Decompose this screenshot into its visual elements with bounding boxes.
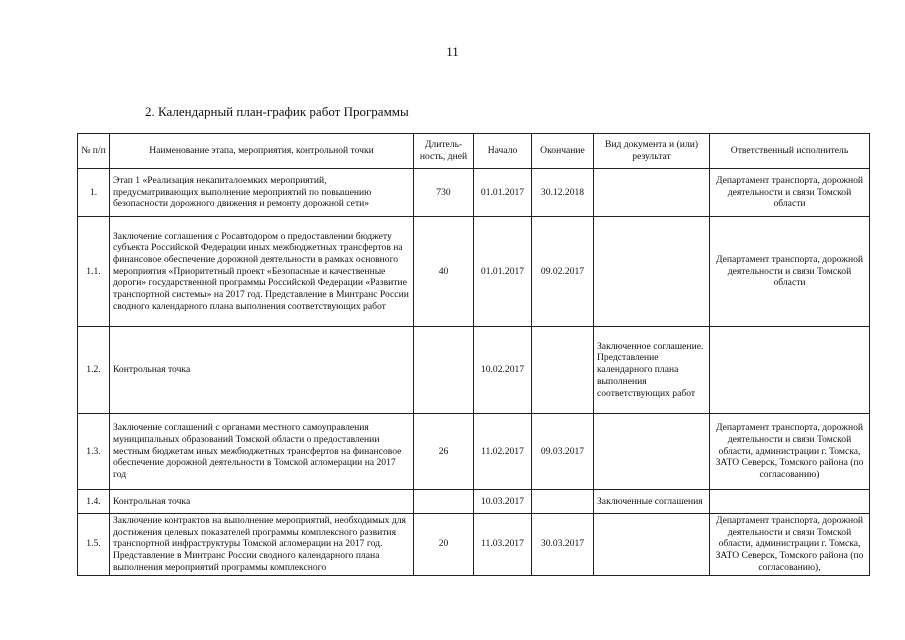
row-start: 10.03.2017 — [474, 490, 532, 514]
row-doc: Заключенные соглашения — [594, 490, 710, 514]
row-num: 1. — [78, 169, 110, 217]
row-name: Заключение соглашений с органами местного самоуправления муниципальных образований Томской области о предоставлении местным бюджетам иных межбюджетных трансфертов на финансовое обеспечение дорожной деятельности в Томской агломерации на 2017 год — [110, 414, 414, 490]
row-doc — [594, 169, 710, 217]
table-row — [78, 414, 870, 490]
row-name: Этап 1 «Реализация некапиталоемких мероприятий, предусматривающих выполнение мероприятий по повышению безопасности дорожного движения и ремонту дорожной сети» — [110, 169, 414, 217]
table-row — [78, 514, 870, 576]
row-end: 09.02.2017 — [532, 217, 594, 327]
row-start: 11.02.2017 — [474, 414, 532, 490]
row-start: 10.02.2017 — [474, 327, 532, 414]
header-num: № п/п — [78, 134, 110, 169]
row-num: 1.3. — [78, 414, 110, 490]
row-duration — [414, 490, 474, 514]
row-doc — [594, 414, 710, 490]
row-num: 1.1. — [78, 217, 110, 327]
table-header-row — [78, 134, 870, 169]
row-start: 11.03.2017 — [474, 514, 532, 576]
row-name: Контрольная точка — [110, 490, 414, 514]
schedule-table — [77, 133, 870, 576]
header-start: Начало — [474, 134, 532, 169]
page-number: 11 — [446, 44, 459, 59]
header-responsible: Ответственный исполнитель — [710, 134, 870, 169]
row-name: Контрольная точка — [110, 327, 414, 414]
header-duration: Длитель-ность, дней — [414, 134, 474, 169]
table-row — [78, 169, 870, 217]
table-row — [78, 217, 870, 327]
row-doc — [594, 514, 710, 576]
row-num: 1.5. — [78, 514, 110, 576]
row-end: 30.12.2018 — [532, 169, 594, 217]
row-start: 01.01.2017 — [474, 217, 532, 327]
header-doc: Вид документа и (или) результат — [594, 134, 710, 169]
row-name — [110, 514, 414, 576]
row-duration — [414, 327, 474, 414]
row-name: Заключение соглашения с Росавтодором о предоставлении бюджету субъекта Российской Федерации иных межбюджетных трансфертов на финансовое обеспечение дорожной деятельности в рамках основного мероприятия «Приоритетный проект «Безопасные и качественные дороги» государственной программы Российской Федерации «Развитие транспортной системы» на 2017 год. Представление в Минтранс России сводного календарного плана выполнения соответствующих работ — [110, 217, 414, 327]
header-end: Окончание — [532, 134, 594, 169]
row-duration: 730 — [414, 169, 474, 217]
row-name-text: Заключение контрактов на выполнение мероприятий, необходимых для достижения целевых показателей программы комплексного развития транспортной инфраструктуры Томской агломерации на 2017 год. Представление в Минтранс России сводного календарного плана выполнения мероприятий программы комплексного — [113, 515, 406, 573]
row-responsible: Департамент транспорта, дорожной деятельности и связи Томской области, администрации г. Томска, ЗАТО Северск, Томского района (по согласованию) — [710, 414, 870, 490]
row-responsible-text: Департамент транспорта, дорожной деятельности и связи Томской области, администрации г. Томска, ЗАТО Северск, Томского района (по согласованию), — [715, 515, 864, 573]
row-end: 30.03.2017 — [532, 514, 594, 576]
row-num: 1.2. — [78, 327, 110, 414]
row-start: 01.01.2017 — [474, 169, 532, 217]
row-end: 09.03.2017 — [532, 414, 594, 490]
header-name: Наименование этапа, мероприятия, контрольной точки — [110, 134, 414, 169]
row-duration: 40 — [414, 217, 474, 327]
section-title: 2. Календарный план-график работ Программы — [145, 104, 409, 119]
row-doc — [594, 217, 710, 327]
row-responsible: Департамент транспорта, дорожной деятельности и связи Томской области — [710, 217, 870, 327]
row-duration: 20 — [414, 514, 474, 576]
row-num: 1.4. — [78, 490, 110, 514]
row-responsible — [710, 327, 870, 414]
table-row — [78, 490, 870, 514]
row-doc: Заключенное соглашение. Представление календарного плана выполнения соответствующих работ — [594, 327, 710, 414]
row-end — [532, 327, 594, 414]
row-responsible: Департамент транспорта, дорожной деятельности и связи Томской области — [710, 169, 870, 217]
row-responsible — [710, 514, 870, 576]
table-row — [78, 327, 870, 414]
row-responsible — [710, 490, 870, 514]
row-end — [532, 490, 594, 514]
row-duration: 26 — [414, 414, 474, 490]
